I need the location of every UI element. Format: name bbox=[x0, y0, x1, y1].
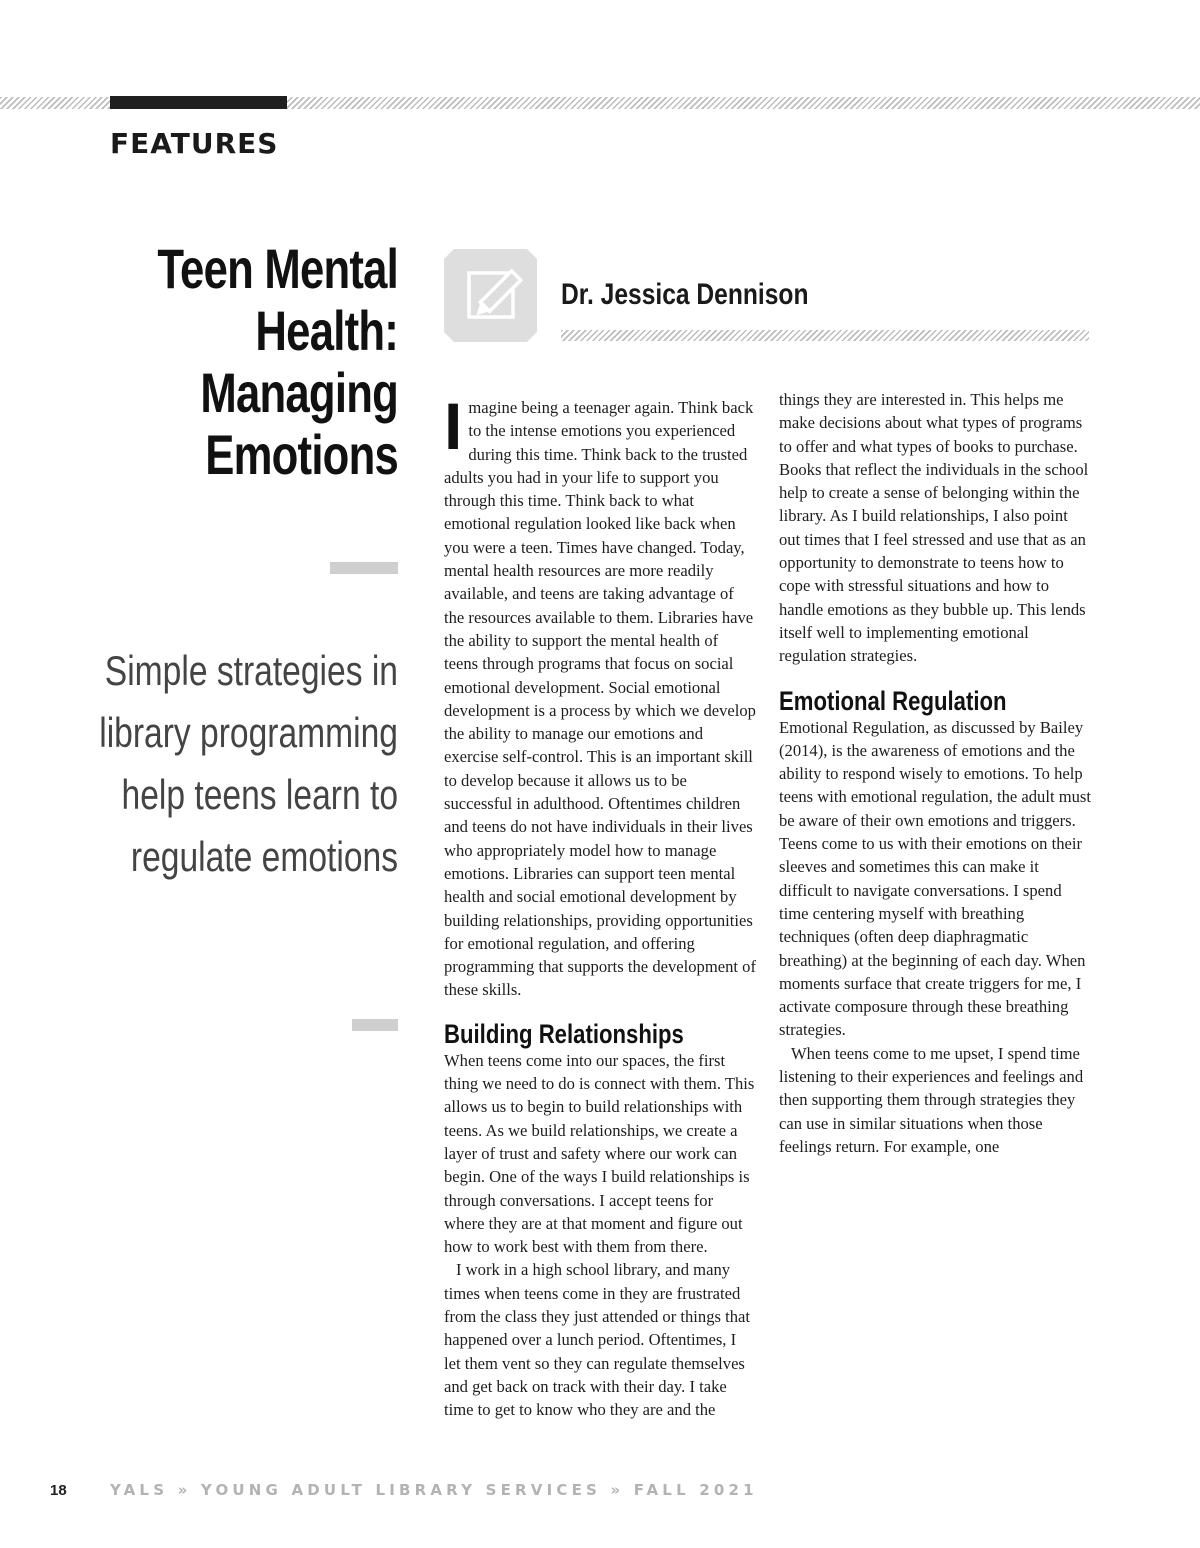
section-accent-bar bbox=[110, 96, 287, 109]
running-footer: YALS » YOUNG ADULT LIBRARY SERVICES » FALL 2021 bbox=[110, 1481, 758, 1499]
paragraph: Emotional Regulation, as discussed by Bailey (2014), is the awareness of emotions and the ability to respond wisely to emotions. To help teens with emotional regulation, the adult must be aware of their own emotions and triggers. Teens come to us with their emotions on their sleeves and sometimes this can make it difficult to navigate conversations. I spend time centering myself with breathing techniques (often deep diaphragmatic breathing) at the beginning of each day. When moments surface that create triggers for me, I activate composure through these breathing strategies. bbox=[779, 717, 1091, 1040]
intro-text: magine being a teenager again. Think back to the intense emotions you experienced during this time. Think back to the trusted adults you had in your life to support you through this time. Think back to what emotional regulation looked like back when you were a teen. Times have changed. Today, mental health resources are more readily available, and teens are taking advantage of the resources available to them. Libraries have the ability to support the mental health of teens through programs that focus on social emotional development. Social emotional development is a process by which we develop the ability to manage our emotions and exercise self-control. This is an important skill to develop because it allows us to be successful in adulthood. Oftentimes children and teens do not have individuals in their lives who appropriately model how to manage emotions. Libraries can support teen mental health and social emotional development by building relationships, providing opportunities for emotional regulation, and offering programming that supports the development of these skills. bbox=[444, 398, 756, 1000]
page-number: 18 bbox=[50, 1482, 67, 1499]
section-heading-building-relationships: Building Relationships bbox=[444, 1018, 684, 1049]
drop-cap: I bbox=[444, 389, 463, 463]
pencil-edit-icon bbox=[444, 249, 537, 342]
paragraph: When teens come to me upset, I spend time listening to their experiences and feelings and then supporting them through strategies they can use in similar situations when those feelings return. For example, one bbox=[779, 1043, 1084, 1156]
author-hatch-rule bbox=[561, 330, 1089, 341]
intro-paragraph bbox=[444, 389, 756, 1002]
subtitle-rule bbox=[352, 1019, 398, 1031]
paragraph-continued: things they are interested in. This helps me make decisions about what types of programs to offer and what types of books to purchase. Books that reflect the individuals in the school help to create a sense of belonging within the library. As I build relationships, I also point out times that I feel stressed and use that as an opportunity to demonstrate to teens how to cope with stressful situations and how to handle emotions as they bubble up. This lends itself well to implementing emotional regulation strategies. bbox=[779, 390, 1089, 666]
section-label: FEATURES bbox=[110, 127, 279, 160]
paragraph: When teens come into our spaces, the first thing we need to do is connect with them. This allows us to begin to build relationships with teens. As we build relationships, we create a layer of trust and safety where our work can begin. One of the ways I build relationships is through conversations. I accept teens for where they are at that moment and figure out how to work best with them from there. bbox=[444, 1050, 755, 1257]
article-subtitle: Simple strategies in library programming help teens learn to regulate emotions bbox=[99, 647, 399, 880]
article-body-right-column bbox=[779, 390, 1091, 1158]
section-heading-emotional-regulation: Emotional Regulation bbox=[779, 685, 1007, 716]
title-rule bbox=[330, 562, 398, 574]
article-body-left-column bbox=[444, 389, 756, 1421]
article-title: Teen Mental Health: Managing Emotions bbox=[157, 237, 398, 486]
paragraph: I work in a high school library, and many times when teens come in they are frustrated from the class they just attended or things that happened over a lunch period. Oftentimes, I let them vent so they can regulate themselves and get back on track with their day. I take time to get to know who they are and the bbox=[444, 1260, 750, 1420]
author-name: Dr. Jessica Dennison bbox=[561, 278, 809, 311]
